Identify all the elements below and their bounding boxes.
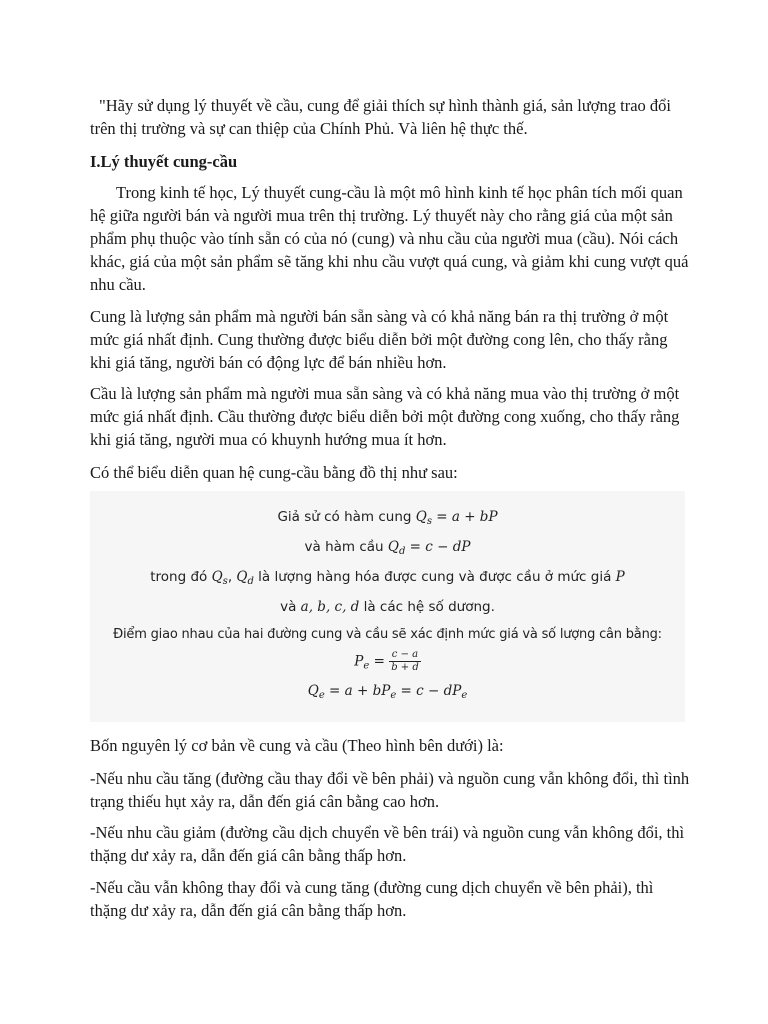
formula-box <box>90 491 685 722</box>
formula-definitions: trong đó $Q_s$, $Q_d$ là lượng hàng hóa được cung và được cầu ở mức giá P <box>150 569 625 587</box>
formula-equilibrium-text: Điểm giao nhau của hai đường cung và cầu sẽ xác định mức giá và số lượng cân bằng: <box>113 627 662 642</box>
demand-paragraph: Cầu là lượng sản phẩm mà người mua sẵn sàng và có khả năng mua vào thị trường ở một mức giá nhất định. Cầu thường được biểu diễn bởi một đường cong xuống, cho thấy rằng khi giá tăng, người mua có khuynh hướng mua ít hơn. <box>90 384 680 449</box>
section-heading: I.Lý thuyết cung-cầu <box>90 152 238 171</box>
supply-paragraph: Cung là lượng sản phẩm mà người bán sẵn sàng và có khả năng bán ra thị trường ở một mức giá nhất định. Cung thường được biểu diễn bởi một đường cong lên, cho thấy rằng khi giá tăng, người bán có động lực để bán nhiều hơn. <box>90 307 669 372</box>
principle-3: -Nếu cầu vẫn không thay đổi và cung tăng (đường cung dịch chuyển về bên phải), thì thặng dư xảy ra, dẫn đến giá cân bằng thấp hơn. <box>90 878 654 920</box>
formula-equilibrium-quantity: $Q_e = a + bP_e = c - dP_e$ <box>307 683 468 701</box>
principle-1: -Nếu nhu cầu tăng (đường cầu thay đổi về bên phải) và nguồn cung vẫn không đổi, thì tình trạng thiếu hụt xảy ra, dẫn đến giá cân bằng cao hơn. <box>90 769 690 811</box>
principles-title: Bốn nguyên lý cơ bản về cung và cầu (Theo hình bên dưới) là: <box>90 736 504 755</box>
intro-paragraph: Trong kinh tế học, Lý thuyết cung-cầu là một mô hình kinh tế học phân tích mối quan hệ giữa người bán và người mua trên thị trường. Lý thuyết này cho rằng giá của một sản phẩm phụ thuộc vào tính sẵn có của nó (cung) và nhu cầu của người mua (cầu). Nói cách khác, giá của một sản phẩm sẽ tăng khi nhu cầu vượt quá cung, và giảm khi cung vượt quá nhu cầu. <box>90 183 689 294</box>
assignment-question: "Hãy sử dụng lý thuyết về cầu, cung để giải thích sự hình thành giá, sản lượng trao đổi trên thị trường và sự can thiệp của Chính Phủ. Và liên hệ thực thế. <box>90 96 672 138</box>
formula-coefficients: và a, b, c, d là các hệ số dương. <box>280 599 495 615</box>
principle-2: -Nếu nhu cầu giảm (đường cầu dịch chuyển về bên trái) và nguồn cung vẫn không đổi, thì thặng dư xảy ra, dẫn đến giá cân bằng thấp hơn. <box>90 823 685 865</box>
graph-intro-paragraph: Có thể biểu diễn quan hệ cung-cầu bằng đồ thị như sau: <box>90 463 458 482</box>
formula-demand-function: và hàm cầu $Q_d = c$ − dP <box>304 539 471 557</box>
formula-supply-function: Giả sử có hàm cung $Q_s = a$ + bP <box>277 509 498 527</box>
formula-equilibrium-price: $P_e$ = $\frac{c - a}{b + d}$ <box>354 649 419 673</box>
equilibrium-fraction: $\frac{c - a}{b + d}$ <box>391 649 419 673</box>
